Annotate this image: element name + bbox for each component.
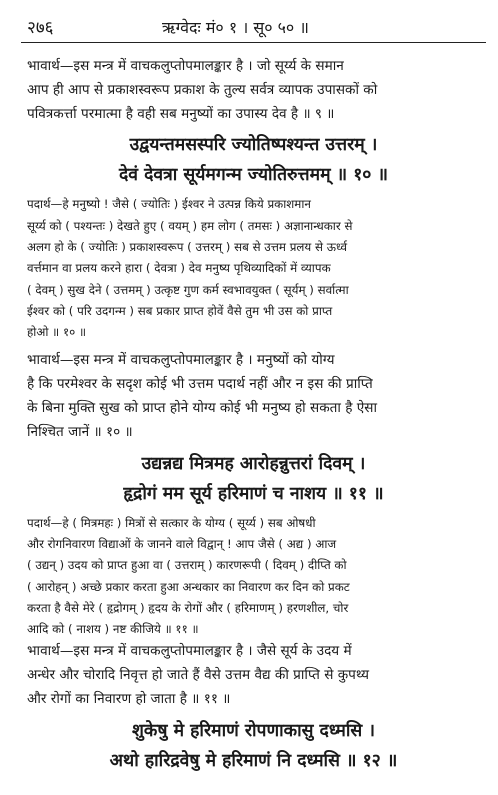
text-line: पवित्रकर्त्ता परमात्मा है वही सब मनुष्यों का उपास्य देव है ॥ ९ ॥ [27, 105, 335, 122]
text-line: पदार्थ—हे मनुष्यो ! जैसे ( ज्योतिः ) ईश्वर ने उत्पन्न किये प्रकाशमान [27, 197, 311, 212]
text-line: भावार्थ—इस मन्त्र में वाचकलुप्तोपमालङ्कार है । मनुष्यों को योग्य [27, 352, 335, 369]
page-header [27, 0, 480, 38]
bhavartha-10 [27, 349, 480, 444]
text-line: भावार्थ—इस मन्त्र में वाचकलुप्तोपमालङ्कार है । जैसे सूर्य के उदय में [27, 643, 352, 660]
text-line: अन्धेर और चोरादि निवृत्त हो जाते हैं वैसे उत्तम वैद्य की प्राप्ति से कुपथ्य [27, 667, 370, 684]
text-line: है कि परमेश्वर के सदृश कोई भी उत्तम पदार्थ नहीं और न इस की प्राप्ति [27, 376, 373, 393]
bhavartha-11 [27, 640, 480, 711]
verse-line: उद्यन्नद्य मित्रमह आरोहन्नुत्तरां दिवम् । [141, 453, 366, 474]
verse-line: देवं देवत्रा सूर्यमगन्म ज्योतिरुत्तमम् ॥ १० ॥ [119, 165, 388, 186]
mantra-10 [27, 130, 480, 190]
header-rule [21, 42, 486, 43]
running-title: ऋग्वेदः मं० १ । सू० ५० ॥ [162, 18, 309, 37]
text-line: ( देवम् ) सुख देने ( उत्तमम् ) उत्कृष्ट गुण कर्म स्वभावयुक्त ( सूर्यम् ) सर्वात्मा [27, 282, 349, 297]
text-line: निश्चित जानें ॥ १० ॥ [27, 423, 133, 440]
text-line: सूर्य्य को ( पश्यन्तः ) देखते हुए ( वयम् ) हम लोग ( तमसः ) अज्ञानान्धकार से [27, 218, 353, 233]
text-line: पदार्थ—हे ( मित्रमहः ) मित्रों से सत्कार के योग्य ( सूर्य्य ) सब ओषधी [27, 515, 316, 530]
text-line: आदि को ( नाशय ) नष्ट कीजिये ॥ ११ ॥ [27, 622, 199, 637]
mantra-12 [27, 716, 480, 776]
page-number: २७६ [27, 18, 54, 38]
verse-line: शुकेषु मे हरिमाणं रोपणाकासु दध्मसि । [132, 720, 375, 741]
text-line: और रोगों का निवारण हो जाता है ॥ ११ ॥ [27, 691, 231, 708]
text-line: के बिना मुक्ति सुख को प्राप्त होने योग्य कोई भी मनुष्य हो सकता है ऐसा [27, 400, 377, 417]
text-line: और रोगनिवारण विद्याओं के जानने वाले विद्वान् ! आप जैसे ( अद्य ) आज [27, 536, 337, 551]
verse-line: अथो हारिद्रवेषु मे हरिमाणं नि दध्मसि ॥ १२ ॥ [109, 750, 398, 771]
text-line: ( आरोहन् ) अच्छे प्रकार करता हुआ अन्धकार का निवारण कर दिन को प्रकट [27, 579, 350, 594]
mantra-11 [27, 449, 480, 509]
text-line: आप ही आप से प्रकाशस्वरूप प्रकाश के तुल्य सर्वत्र व्यापक उपासकों को [27, 81, 378, 98]
text-line: करता है वैसे मेरे ( हृद्रोगम् ) हृदय के रोगों और ( हरिमाणम् ) हरणशील, चोर [27, 600, 349, 615]
text-line: ( उद्यन् ) उदय को प्राप्त हुआ वा ( उत्तराम् ) कारणरूपी ( दिवम् ) दीप्ति को [27, 558, 347, 573]
text-line: ईश्वर को ( परि उदगन्म ) सब प्रकार प्राप्त होवें वैसे तुम भी उस को प्राप्त [27, 303, 333, 318]
padartha-10 [27, 194, 480, 343]
verse-line: उद्वयन्तमसस्परि ज्योतिष्पश्यन्त उत्तरम् । [129, 135, 378, 156]
text-line: होओ ॥ १० ॥ [27, 325, 87, 340]
text-line: भावार्थ—इस मन्त्र में वाचकलुप्तोपमालङ्कार है । जो सूर्य्य के समान [27, 58, 344, 74]
text-line: वर्त्तमान वा प्रलय करने हारा ( देवत्रा ) देव मनुष्य पृथिव्यादिकों में व्यापक [27, 261, 331, 276]
bhavartha-9 [27, 55, 480, 126]
padartha-11 [27, 513, 480, 641]
verse-line: हृद्रोगं मम सूर्य हरिमाणं च नाशय ॥ ११ ॥ [123, 483, 384, 504]
text-line: अलग हो के ( ज्योतिः ) प्रकाशस्वरूप ( उत्तरम् ) सब से उत्तम प्रलय से ऊर्ध्व [27, 239, 347, 254]
